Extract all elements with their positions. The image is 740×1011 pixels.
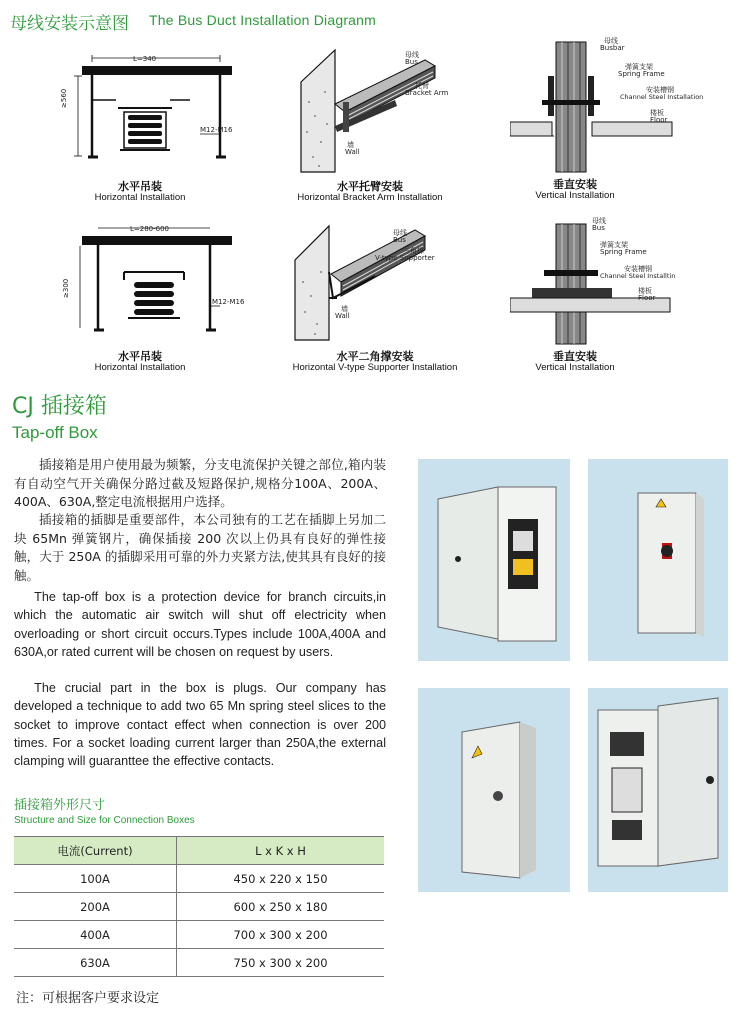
label-wall-cn-2: 墙 (347, 141, 354, 149)
bolt-spec-2: M12-M16 (212, 298, 245, 306)
caption-cn-2: 水平托臂安装 (337, 180, 403, 193)
diagram-title-cn: 母线安装示意图 (10, 14, 129, 34)
diagram-horizontal-hanging-2 (60, 222, 250, 342)
caption-en-2: Horizontal Bracket Arm Installation (297, 192, 443, 203)
label-channel-en-2: Channel Steel Installtin (600, 272, 676, 280)
label-bracket-cn: 托臂 (415, 82, 429, 90)
paragraph-en-1: The tap-off box is a protection device for branch circuits,in which the automatic air switch will shut off electricity when overloading or short circuit occurs.Types include 100A,400A and 630A,or rated current will be chosen on request by users. (14, 590, 386, 659)
diagram-v-supporter (285, 212, 485, 344)
caption-cn-3: 垂直安装 (553, 178, 597, 191)
table-row (14, 865, 384, 893)
diagram-vertical-2 (510, 210, 710, 346)
diagram-bracket-arm (285, 42, 485, 177)
dim-height-2: ≥300 (62, 278, 70, 298)
photo-closed-box-1 (588, 459, 728, 661)
table-row (14, 949, 384, 977)
size-table (14, 836, 384, 977)
table-row (14, 893, 384, 921)
photo-open-box-2 (588, 688, 728, 892)
open-box-illustration-1 (418, 459, 570, 661)
label-bus-cn-6: 母线 (592, 217, 606, 225)
dim-height-1: ≥560 (60, 88, 68, 108)
header-dimensions: L x K x H (177, 837, 385, 865)
horizontal-hanging-drawing-2 (60, 222, 250, 342)
label-channel-cn-2: 安装槽钢 (624, 265, 652, 273)
cell-current: 200A (14, 893, 177, 921)
label-bus-en-6: Bus (592, 224, 605, 232)
horizontal-hanging-drawing-1 (60, 52, 250, 177)
cell-dimensions: 450 x 220 x 150 (177, 865, 385, 893)
dim-length-1: L=340 (133, 55, 157, 63)
caption-cn-1: 水平吊装 (118, 180, 162, 193)
caption-en-1: Horizontal Installation (94, 192, 186, 203)
header-current: 电流(Current) (14, 837, 177, 865)
vertical-drawing-1 (510, 36, 710, 176)
section-title-en: Tap-off Box (12, 423, 98, 442)
label-bus-cn-2: 母线 (405, 51, 419, 59)
closed-box-illustration-1 (588, 459, 728, 661)
paragraph-cn-2: 插接箱的插脚是重要部件，本公司独有的工艺在插脚上另加二块 65Mn 弹簧钢片，确保插接 200 次以上仍具有良好的弹性接触，大于 250A 的插脚采用可靠的外力夹紧方法,使其具有良好的接触。 (14, 512, 386, 583)
section-title-cn: CJ 插接箱 (12, 394, 107, 419)
paragraph-en-2: The crucial part in the box is plugs. Our company has developed a technique to add two 65 Mn spring steel slices to the socket to improve contact effect when connection is over 200 times. For a socket loading current larger than 250A,the external clamping will guaranttee the effective contacts. (14, 681, 386, 769)
cell-current: 100A (14, 865, 177, 893)
cell-current: 630A (14, 949, 177, 977)
footnote: 注：可根据客户要求设定 (16, 991, 160, 1006)
paragraph-cn-1: 插接箱是用户使用最为频繁，分支电流保护关键之部位,箱内装有自动空气开关确保分路过截及短路保护,规格分100A、200A、400A、630A,整定电流根据用户选择。 (14, 457, 386, 509)
cell-dimensions: 600 x 250 x 180 (177, 893, 385, 921)
diagram-title-en: The Bus Duct Installation Diagranm (149, 12, 377, 28)
label-floor-cn-2: 楼板 (638, 287, 652, 295)
caption-en-4: Horizontal Installation (94, 362, 186, 373)
label-channel-cn-1: 安装槽钢 (646, 86, 674, 94)
cell-dimensions: 700 x 300 x 200 (177, 921, 385, 949)
dim-length-2: L=280-600 (130, 225, 170, 233)
label-channel-en-1: Channel Steel Installation (620, 93, 704, 101)
diagram-horizontal-hanging-1 (60, 52, 250, 177)
photo-open-box-1 (418, 459, 570, 661)
label-spring-cn-1: 弹簧支架 (625, 63, 653, 71)
caption-cn-4: 水平吊装 (118, 350, 162, 363)
caption-en-6: Vertical Installation (535, 362, 615, 373)
cell-dimensions: 750 x 300 x 200 (177, 949, 385, 977)
table-header-row (14, 837, 384, 865)
photo-closed-box-2 (418, 688, 570, 892)
caption-cn-5: 水平二角撑安装 (336, 350, 414, 363)
cell-current: 400A (14, 921, 177, 949)
label-busbar-cn: 母线 (604, 37, 618, 45)
bolt-spec-1: M12-M16 (200, 126, 233, 134)
diagram-vertical-1 (510, 36, 710, 176)
label-bus-en-5: Bus (393, 236, 406, 244)
label-spring-en-1: Spring Frame (618, 70, 665, 78)
open-box-illustration-2 (588, 688, 728, 892)
caption-en-3: Vertical Installation (535, 190, 615, 201)
label-floor-cn-1: 楼板 (650, 109, 664, 117)
table-row (14, 921, 384, 949)
label-floor-en-2: Floor (638, 294, 656, 302)
label-v-supporter-cn: 三角撑 (403, 247, 424, 255)
label-spring-en-2: Spring Frame (600, 248, 647, 256)
label-wall-cn-5: 墙 (341, 305, 348, 313)
label-busbar-en: Busbar (600, 44, 625, 52)
label-wall-en-2: Wall (345, 148, 360, 156)
caption-cn-6: 垂直安装 (553, 350, 597, 363)
bracket-arm-drawing (285, 42, 485, 177)
label-v-supporter-en: V-type Supporter (375, 254, 435, 262)
label-bus-cn-5: 母线 (393, 229, 407, 237)
label-wall-en-5: Wall (335, 312, 350, 320)
caption-en-5: Horizontal V-type Supporter Installation (292, 362, 458, 373)
closed-box-illustration-2 (418, 688, 570, 892)
label-floor-en-1: Floor (650, 116, 668, 124)
table-title-en: Structure and Size for Connection Boxes (14, 815, 195, 826)
v-supporter-drawing (285, 212, 485, 344)
label-bracket-en: Bracket Arm (405, 89, 449, 97)
label-spring-cn-2: 弹簧支架 (600, 241, 628, 249)
label-bus-en-2: Bus (405, 58, 418, 66)
table-title-cn: 插接箱外形尺寸 (14, 798, 106, 813)
